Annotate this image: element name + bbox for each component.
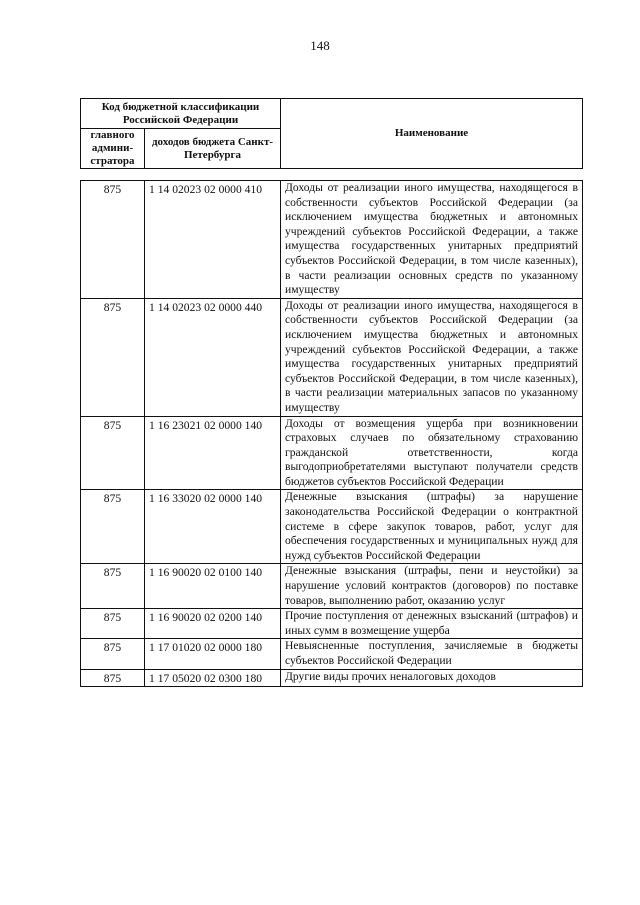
table-row bbox=[81, 639, 583, 669]
revenue-code-column-header: доходов бюджета Санкт-Петербурга bbox=[145, 129, 281, 169]
page-number: 148 bbox=[310, 38, 330, 53]
admin-code-cell: 875 bbox=[81, 564, 145, 609]
classification-header-table bbox=[80, 98, 583, 169]
classification-group-header: Код бюджетной классификации Российской Федерации bbox=[81, 99, 281, 129]
table-row bbox=[81, 298, 583, 416]
revenue-code-cell: 1 14 02023 02 0000 410 bbox=[145, 181, 281, 299]
admin-code-cell: 875 bbox=[81, 416, 145, 490]
admin-code-cell: 875 bbox=[81, 669, 145, 687]
revenue-name-cell: Доходы от возмещения ущерба при возникновении страховых случаев по обязательному страхованию гражданской ответственности, когда выгодоприобретателями выступают получатели средств бюджетов субъектов Российской Федерации bbox=[281, 416, 583, 490]
revenue-name-cell: Денежные взыскания (штрафы, пени и неустойки) за нарушение условий контрактов (договоров) по поставке товаров, выполнению работ, оказанию услуг bbox=[281, 564, 583, 609]
table-row bbox=[81, 181, 583, 299]
admin-code-cell: 875 bbox=[81, 298, 145, 416]
revenue-name-cell: Невыясненные поступления, зачисляемые в бюджеты субъектов Российской Федерации bbox=[281, 639, 583, 669]
revenue-code-cell: 1 16 23021 02 0000 140 bbox=[145, 416, 281, 490]
admin-column-header: главного админи-стратора bbox=[81, 129, 145, 169]
revenue-code-cell: 1 16 33020 02 0000 140 bbox=[145, 490, 281, 564]
revenue-code-cell: 1 17 05020 02 0300 180 bbox=[145, 669, 281, 687]
table-row bbox=[81, 609, 583, 639]
revenue-name-cell: Другие виды прочих неналоговых доходов bbox=[281, 669, 583, 687]
admin-code-cell: 875 bbox=[81, 639, 145, 669]
revenue-name-cell: Прочие поступления от денежных взысканий (штрафов) и иных сумм в возмещение ущерба bbox=[281, 609, 583, 639]
table-row bbox=[81, 416, 583, 490]
admin-code-cell: 875 bbox=[81, 181, 145, 299]
revenue-name-cell: Денежные взыскания (штрафы) за нарушение законодательства Российской Федерации о контрактной системе в сфере закупок товаров, работ, услуг для обеспечения государственных и муниципальных нужд для нужд субъектов Российской Федерации bbox=[281, 490, 583, 564]
revenue-code-cell: 1 16 90020 02 0100 140 bbox=[145, 564, 281, 609]
revenue-code-cell: 1 14 02023 02 0000 440 bbox=[145, 298, 281, 416]
table-row bbox=[81, 564, 583, 609]
revenue-name-cell: Доходы от реализации иного имущества, находящегося в собственности субъектов Российской Федерации (за исключением имущества бюджетных и автономных учреждений субъектов Российской Федерации, а также имущества государственных унитарных предприятий субъектов Российской Федерации, в том числе казенных), в части реализации материальных запасов по указанному имуществу bbox=[281, 298, 583, 416]
admin-code-cell: 875 bbox=[81, 490, 145, 564]
name-column-header: Наименование bbox=[281, 99, 583, 169]
table-row bbox=[81, 669, 583, 687]
revenue-name-cell: Доходы от реализации иного имущества, находящегося в собственности субъектов Российской Федерации (за исключением имущества бюджетных и автономных учреждений субъектов Российской Федерации, а также имущества государственных унитарных предприятий субъектов Российской Федерации, в том числе казенных), в части реализации основных средств по указанному имуществу bbox=[281, 181, 583, 299]
admin-code-cell: 875 bbox=[81, 609, 145, 639]
classification-table bbox=[80, 180, 583, 687]
revenue-code-cell: 1 17 01020 02 0000 180 bbox=[145, 639, 281, 669]
table-row bbox=[81, 490, 583, 564]
revenue-code-cell: 1 16 90020 02 0200 140 bbox=[145, 609, 281, 639]
